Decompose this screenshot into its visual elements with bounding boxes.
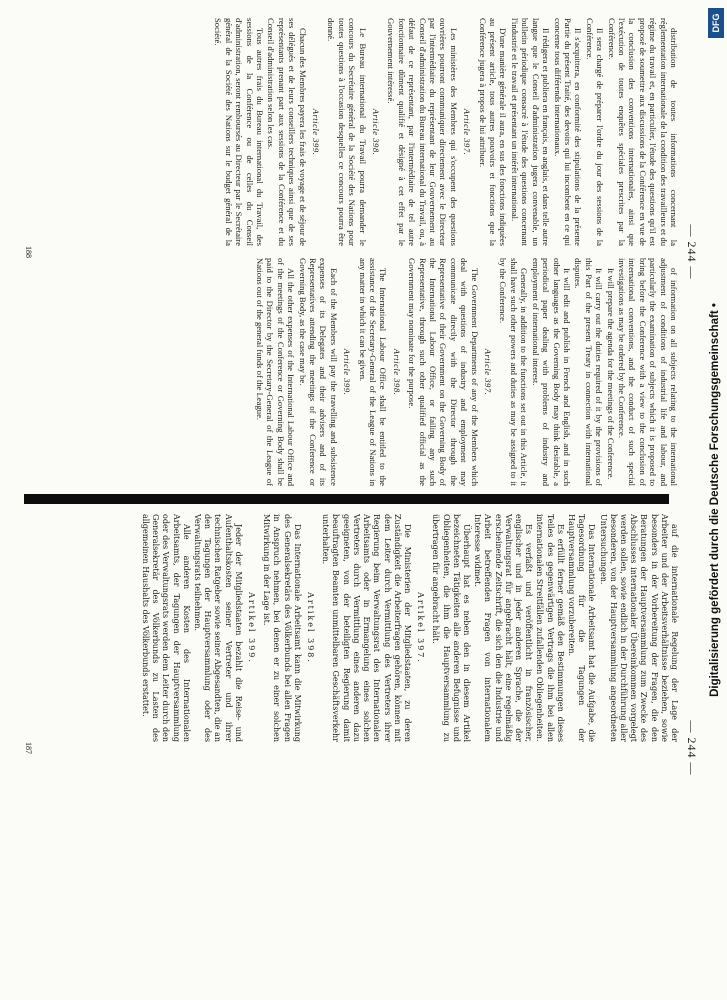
paragraph: Es verfaßt und veröffentlicht in französischer, englischer und in jeder anderen Sprache, die der Verwaltungsrat für angebracht hält, eine regelmäßig erscheinende Zeitschrift, die sich den die Industrie und Arbeit betreffenden Fragen von internationalem Interesse widmet. xyxy=(472,514,533,742)
paragraph: Each of the Members will pay the travelling and subsistence expenses of its Delegates and their advisers and of its Representatives attending the meetings of the Conference or Governing Body, as the case may be. xyxy=(297,258,339,486)
paragraph: Alle anderen Kosten des Internationalen Arbeitsamts, der Tagungen der Hauptversammlung oder des Verwaltungsrats werden dem Leiter durch den Generalsekretär des Völkerbunds zu Lasten des allgemeinen Haushalts des Völkerbunds erstattet. xyxy=(140,514,191,742)
paragraph: Die Ministerien der Mitgliedstaaten, zu deren Zuständigkeit die Arbeiterfragen gehören, können mit dem Leiter durch Vermittlung des Vertreters ihrer Regierung beim Verwaltungsrat des Internationalen Arbeitsamts oder in Ermangelung eines solchen Vertreters durch Vermittlung eines anderen dazu geeigneten, von der beteiligten Regierung damit beauftragten Beamten unmittelbaren Geschäftsverkehr unterhalten. xyxy=(320,514,412,742)
paragraph: The International Labour Office shall be entitled to the assistance of the Secretary-General of the League of Nations in any matter in which it can be given. xyxy=(357,258,388,486)
rotated-spread xyxy=(19,14,709,986)
page-header: — 244 — xyxy=(684,224,699,280)
paragraph: auf die internationale Regelung der Lage der Arbeiter und der Arbeitsverhältnisse beziehen, sowie besonders in der Vorbereitung der Fragen, die den Beratungen der Hauptversammlung zum Zwecke des Abschlusses internationaler Übereinkommen vorgelegt werden sollen, sowie endlich in der Durchführung aller besonderen, von der Hauptversammlung angeordneten Untersuchungen. xyxy=(598,514,679,742)
page-footer: 187 xyxy=(23,742,33,754)
english-column xyxy=(253,258,678,486)
stamp-text: Digitalisierung gefördert durch die Deutsche Forschungsgemeinschaft • xyxy=(709,303,721,697)
paragraph: It will prepare the agenda for the meetings of the Conference. xyxy=(605,268,616,480)
left-page xyxy=(19,14,709,490)
digitization-stamp xyxy=(706,0,724,1000)
french-column xyxy=(211,18,678,246)
article-heading: Article 397. xyxy=(461,108,472,156)
page-footer: 188 xyxy=(23,246,33,258)
paragraph: Überhaupt hat es neben den in diesem Artikel bezeichneten Tätigkeiten alle anderen Befugnisse und Obliegenheiten, die ihm die Hauptversammlung zu übertragen für angebracht hält. xyxy=(430,514,471,742)
article-heading: Artikel 397. xyxy=(415,592,425,664)
binding-gutter xyxy=(24,494,669,504)
page-header: — 244 — xyxy=(684,720,699,776)
article-heading: Article 399. xyxy=(341,348,352,396)
article-heading: Artikel 399. xyxy=(246,592,256,664)
article-heading: Article 398. xyxy=(370,108,381,156)
paragraph: Es erfüllt ferner gemäß den Bestimmungen dieses Teiles des gegenwärtigen Vertrags die ihm bei allen internationalen Streitfällen zufallenden Obliegenheiten. xyxy=(534,514,565,742)
paragraph: The Government Departments of any of the Members which deal with questions of industry and employment may communicate directly with the Director through the Representative of their Government on the Governing Body of the International Labour Office, or failing any such Representative, through such other qualified official as the Government may nominate for the purpose. xyxy=(406,258,480,486)
paragraph: Jeder der Mitgliedstaaten bezahlt die Reise- und Aufenthaltskosten seiner Vertreter und ihrer technischen Ratgeber sowie seiner Abgesandten, die an den Tagungen der Hauptversammlung oder des Verwaltungsrats teilnehmen. xyxy=(192,514,243,742)
paragraph: It will carry out the duties required of it by the provisions of this Part of the present Treaty in connection with international disputes. xyxy=(572,258,604,486)
paragraph: It will edit and publish in French and English, and in such other languages as the Governing Body may think desirable, a periodical paper dealing with problems of industry and employment of international interest. xyxy=(530,258,572,486)
paragraph: Le Bureau international du Travail pourra demander le concours du Secrétaire général de la Société des Nations pour toutes questions à l'occasion desquelles ce concours pourra être donné. xyxy=(325,18,368,246)
paragraph: Das Internationale Arbeitsamt hat die Aufgabe, die Tagesordnung für die Tagungen der Hauptversammlung vorzubereiten. xyxy=(566,514,596,742)
paragraph: of information on all subjects relating to the international adjustment of conditions of industrial life and labour, and particularly the examination of subjects which it is proposed to bring before the Conference with a view to the conclusion of international conventions, and the conduct of such special investigations as may be ordered by the Conference. xyxy=(616,258,679,486)
german-column xyxy=(138,514,678,742)
dfg-logo: DFG xyxy=(708,8,724,38)
article-heading: Artikel 398. xyxy=(305,592,315,664)
paragraph: Il rédigera et publiera en français, en anglais, et dans telle autre langue que le Conseil d'administration jugera convenable, un bulletin périodique consacré à l'étude des questions concernant l'industrie et le travail et présentant un intérêt international. xyxy=(509,18,551,246)
paragraph: Les ministères des Membres qui s'occupent des questions ouvrières pourront communiquer directement avec le Directeur par l'intermédiaire du représentant de leur Gouvernement au Conseil d'administration du Bureau international du Travail, ou, à défaut de ce représentant, par l'intermédiaire de tel autre fonctionnaire dûment qualifié et désigné à cet effet par le Gouvernement intéressé. xyxy=(385,18,459,246)
article-heading: Article 397. xyxy=(482,348,493,396)
paragraph: Generally, in addition to the functions set out in this Article, it shall have such other powers and duties as may be assigned to it by the Conference. xyxy=(498,258,529,486)
article-heading: Article 399. xyxy=(310,108,321,156)
paragraph: D'une manière générale il aura, en sus des fonctions indiquées au présent article, tous autres pouvoirs et fonctions que la Conférence jugera à propos de lui attribuer. xyxy=(477,18,508,246)
paragraph: Das Internationale Arbeitsamt kann die Mitwirkung des Generalsekretärs des Völkerbunds bei allen Fragen in Anspruch nehmen, bei denen er zu einer solchen Mitwirkung in der Lage ist. xyxy=(261,514,302,742)
article-heading: Article 398. xyxy=(391,348,402,396)
paragraph: All the other expenses of the International Labour Office and of the meetings of the Conference or Governing Body shall be paid to the Director by the Secretary-General of the League of Nations out of the general funds of the League. xyxy=(254,258,296,486)
paragraph: distribution de toutes informations concernant la réglementation internationale de la condition des travailleurs et du régime du travail et, en particulier, l'étude des questions qu'il est proposé de soumettre aux discussions de la Conférence en vue de la conclusion des conventions internationales, ainsi que l'exécution de toutes enquêtes spéciales prescrites par la Conférence. xyxy=(606,18,679,246)
paragraph: Tous autres frais du Bureau international du Travail, des sessions de la Conférence ou de celles du Conseil d'administration, seront remboursés au Directeur par le Secrétaire général de la Société des Nations sur le budget général de la Société. xyxy=(212,18,265,246)
paragraph: Il sera chargé de préparer l'ordre du jour des sessions de la Conférence. xyxy=(584,18,605,246)
paragraph: Chacun des Membres payera les frais de voyage et de séjour de ses délégués et de leurs conseillers techniques ainsi que de ses représentants prenant part aux sessions de la Conférence et du Conseil d'administration selon les cas. xyxy=(265,18,308,246)
paragraph: Il s'acquittera, en conformité des stipulations de la présente Partie du présent Traité, des devoirs qui lui incombent en ce qui concerne tous différends internationaux. xyxy=(552,18,583,246)
right-page xyxy=(19,510,709,986)
